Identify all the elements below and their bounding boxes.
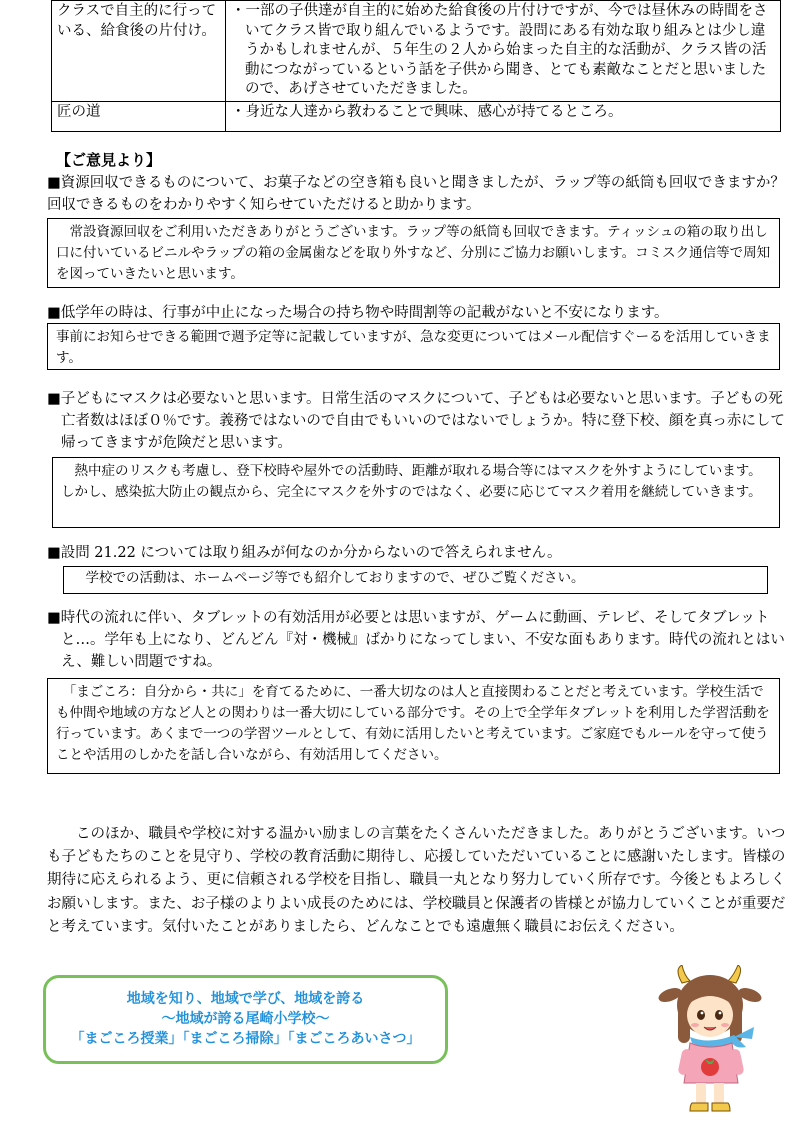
- school-answer: 常設資源回収をご利用いただきありがとうございます。ラップ等の紙筒も回収できます。ティッシュの箱の取り出し口に付いているビニルやラップの箱の金属歯などを取り外すなど、分別にご協力お願いします。コミスク通信等で周知を図っていきたいと思います。: [47, 218, 780, 288]
- slogan-line: 「まごころ授業」「まごころ掃除」「まごころあいさつ」: [70, 1031, 421, 1047]
- opinion-question: ■設問 21.22 については取り組みが何なのか分からないので答えられません。: [47, 545, 562, 561]
- opinion-question: ■資源回収できるものについて、お菓子などの空き箱も良いと聞きましたが、ラップ等の紙筒も回収できますか？回収できるものをわかりやすく知らせていただけると助かります。: [47, 175, 785, 213]
- activity-table: [51, 0, 781, 132]
- school-mascot-illustration: [652, 965, 768, 1115]
- closing-paragraph: このほか、職員や学校に対する温かい励ましの言葉をたくさんいただきました。ありがとうございます。いつも子どもたちのことを見守り、学校の教育活動に期待し、応援していただいていることに感謝いたします。皆様の期待に応えられるよう、更に信頼される学校を目指し、職員一丸となり努力していく所存です。今後ともよろしくお願いします。また、お子様のよりよい成長のためには、学校職員と保護者の皆様とが協力していくことが重要だと考えています。気付いたことがありましたら、どんなことでも遠慮無く職員にお伝えください。: [47, 826, 786, 935]
- school-answer: 学校での活動は、ホームページ等でも紹介しておりますので、ぜひご覧ください。: [63, 566, 768, 594]
- school-answer: 「まごころ：自分から・共に」を育てるために、一番大切なのは人と直接関わることだと考えています。学校生活でも仲間や地域の方など人との関わりは一番大切にしている部分です。その上で全学年タブレットを利用した学習活動を行っています。あくまで一つの学習ツールとして、有効に活用したいと考えています。ご家庭でもルールを守って使うことや活用のしかたを話し合いながら、有効活用してください。: [47, 678, 780, 774]
- slogan-box: [43, 975, 448, 1064]
- opinion-question: ■子どもにマスクは必要ないと思います。日常生活のマスクについて、子どもは必要ないと思います。子どもの死亡者数はほぼ０％です。義務ではないので自由でもいいのではないでしょうか。特に登下校、顔を真っ赤にして帰ってきますが危険だと思います。: [47, 391, 785, 451]
- section-heading: 【ご意見より】: [56, 151, 162, 169]
- opinion-question: ■時代の流れに伴い、タブレットの有効活用が必要とは思いますが、ゲームに動画、テレビ、そしてタブレットと…。学年も上になり、どんどん『対・機械』ばかりになってしまい、不安な面もあります。時代の流れとはいえ、難しい問題ですね。: [47, 610, 785, 670]
- table-cell-text: ・身近な人達から教わることで興味、感心が持てるところ。: [226, 101, 781, 131]
- school-answer: 熱中症のリスクも考慮し、登下校時や屋外での活動時、距離が取れる場合等にはマスクを外すようにしています。しかし、感染拡大防止の観点から、完全にマスクを外すのではなく、必要に応じてマスク着用を継続していきます。: [52, 457, 780, 528]
- slogan-line: ～地域が誇る尾崎小学校～: [161, 1011, 330, 1027]
- school-answer: 事前にお知らせできる範囲で週予定等に記載していますが、急な変更についてはメール配信すぐーるを活用していきます。: [47, 323, 780, 370]
- table-cell-label: クラスで自主的に行っている、給食後の片付け。: [52, 1, 226, 102]
- table-cell-label: 匠の道: [52, 101, 226, 131]
- table-row: [52, 101, 781, 131]
- table-row: [52, 1, 781, 102]
- table-cell-text: ・一部の子供達が自主的に始めた給食後の片付けですが、今では昼休みの時間をさいてクラス皆で取り組んでいるようです。設問にある有効な取り組みとは少し違うかもしれませんが、５年生の２人から始まった自主的な活動が、クラス皆の活動につながっているという話を子供から聞き、とても素敵なことだと思いましたので、あげさせていただきました。: [226, 1, 781, 102]
- slogan-line: 地域を知り、地域で学び、地域を誇る: [126, 991, 365, 1007]
- opinion-question: ■低学年の時は、行事が中止になった場合の持ち物や時間割等の記載がないと不安になります。: [47, 305, 669, 321]
